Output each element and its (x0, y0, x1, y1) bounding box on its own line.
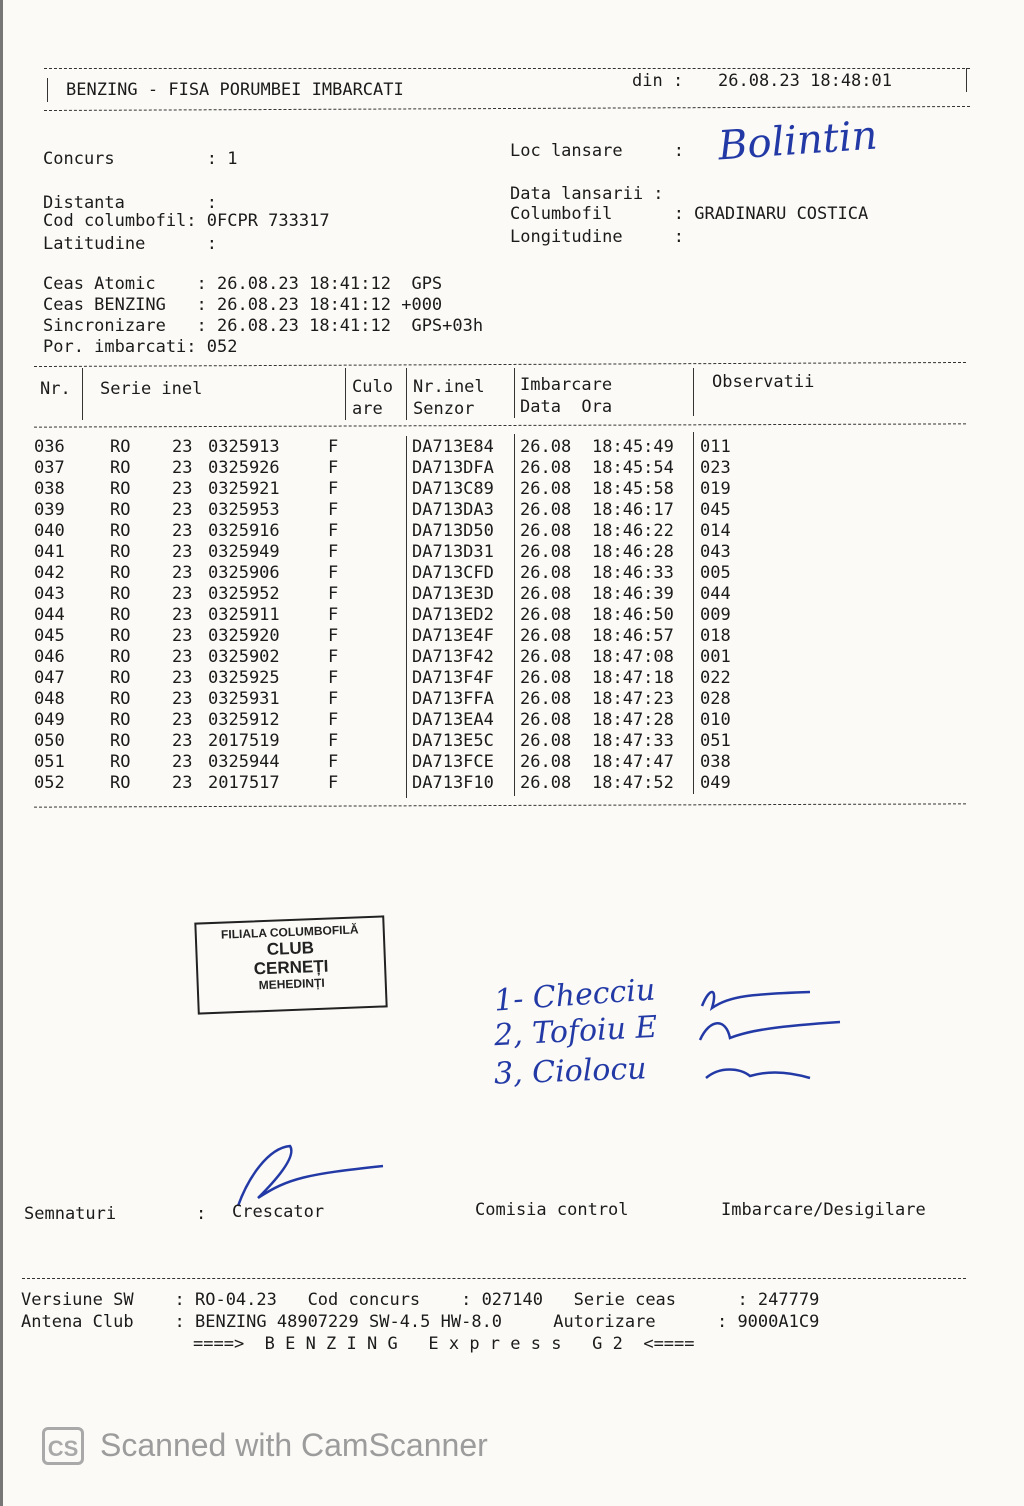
cell-country: RO (110, 710, 131, 730)
cell-date: 26.08 (520, 437, 572, 457)
cell-sex: F (328, 458, 339, 478)
cell-year: 23 (172, 584, 193, 604)
table-row (34, 689, 969, 710)
cell-nr: 051 (34, 752, 65, 772)
cell-time: 18:45:49 (592, 437, 674, 457)
hdr-divider-1 (82, 368, 83, 420)
cell-date: 26.08 (520, 563, 572, 583)
cell-year: 23 (172, 500, 193, 520)
col-header-imbarcare-2: Data Ora (520, 397, 613, 417)
cell-observatii: 028 (700, 689, 731, 709)
cell-date: 26.08 (520, 584, 572, 604)
cell-nr: 038 (34, 479, 65, 499)
cell-year: 23 (172, 626, 193, 646)
col-header-culoare-1: Culo (352, 377, 393, 397)
cell-year: 23 (172, 563, 193, 583)
header-right-bar (966, 68, 967, 92)
cell-sensor: DA713E84 (412, 437, 494, 457)
cell-year: 23 (172, 458, 193, 478)
antena-club-line: Antena Club : BENZING 48907229 SW-4.5 HW-8.0 Autorizare : 9000A1C9 (21, 1312, 820, 1332)
hdr-divider-5 (693, 368, 694, 416)
cell-year: 23 (172, 479, 193, 499)
cell-nr: 050 (34, 731, 65, 751)
cell-time: 18:45:58 (592, 479, 674, 499)
cell-sex: F (328, 731, 339, 751)
cell-year: 23 (172, 668, 193, 688)
cell-ring-number: 2017519 (208, 731, 280, 751)
cod-columbofil-field: Cod columbofil: 0FCPR 733317 (43, 211, 330, 231)
pigeon-table (34, 437, 969, 794)
stamp-line-2: CLUB (266, 938, 315, 959)
header-top-border (44, 68, 970, 69)
table-bottom-border (34, 803, 966, 807)
cell-sensor: DA713FFA (412, 689, 494, 709)
cell-sex: F (328, 605, 339, 625)
cell-date: 26.08 (520, 773, 572, 793)
stamp-line-1: FILIALA COLUMBOFILĂ (220, 922, 359, 942)
col-header-nrinel-2: Senzor (413, 399, 475, 419)
cell-nr: 036 (34, 437, 65, 457)
cell-country: RO (110, 773, 131, 793)
cell-time: 18:46:33 (592, 563, 674, 583)
cell-sensor: DA713CFD (412, 563, 494, 583)
cell-sex: F (328, 752, 339, 772)
cell-country: RO (110, 458, 131, 478)
cell-year: 23 (172, 731, 193, 751)
latitudine-field: Latitudine : (43, 234, 217, 254)
cell-year: 23 (172, 689, 193, 709)
cell-sensor: DA713F10 (412, 773, 494, 793)
cell-time: 18:46:50 (592, 605, 674, 625)
cell-nr: 037 (34, 458, 65, 478)
cell-date: 26.08 (520, 689, 572, 709)
cell-time: 18:46:22 (592, 521, 674, 541)
cell-time: 18:47:33 (592, 731, 674, 751)
cell-year: 23 (172, 521, 193, 541)
club-stamp (194, 915, 387, 1014)
cell-observatii: 019 (700, 479, 731, 499)
cell-time: 18:45:54 (592, 458, 674, 478)
cell-time: 18:46:17 (592, 500, 674, 520)
stamp-line-3: CERNEȚI (253, 956, 329, 979)
table-row (34, 773, 969, 794)
cell-sensor: DA713EA4 (412, 710, 494, 730)
cell-sensor: DA713E4F (412, 626, 494, 646)
cell-date: 26.08 (520, 626, 572, 646)
cell-country: RO (110, 647, 131, 667)
cell-ring-number: 0325949 (208, 542, 280, 562)
cell-ring-number: 0325944 (208, 752, 280, 772)
cell-nr: 046 (34, 647, 65, 667)
camscanner-logo-icon: CS (42, 1427, 84, 1465)
cell-sex: F (328, 500, 339, 520)
cell-sex: F (328, 710, 339, 730)
cell-sex: F (328, 584, 339, 604)
date-label: din : (632, 71, 684, 91)
loc-lansare-field: Loc lansare : (510, 141, 684, 161)
cell-nr: 047 (34, 668, 65, 688)
cell-ring-number: 0325920 (208, 626, 280, 646)
hdr-divider-3 (406, 368, 407, 420)
cell-observatii: 001 (700, 647, 731, 667)
cell-country: RO (110, 626, 131, 646)
cell-ring-number: 0325911 (208, 605, 280, 625)
cell-sex: F (328, 437, 339, 457)
cell-date: 26.08 (520, 521, 572, 541)
cell-observatii: 051 (700, 731, 731, 751)
cell-year: 23 (172, 752, 193, 772)
cell-nr: 039 (34, 500, 65, 520)
hdr-divider-4 (514, 368, 515, 418)
cell-country: RO (110, 500, 131, 520)
cell-time: 18:47:23 (592, 689, 674, 709)
cell-sensor: DA713C89 (412, 479, 494, 499)
cell-sex: F (328, 689, 339, 709)
cell-time: 18:47:47 (592, 752, 674, 772)
cell-date: 26.08 (520, 479, 572, 499)
cell-country: RO (110, 479, 131, 499)
camscanner-text: Scanned with CamScanner (100, 1427, 488, 1463)
cell-time: 18:47:18 (592, 668, 674, 688)
cell-observatii: 043 (700, 542, 731, 562)
cell-sex: F (328, 521, 339, 541)
handwritten-signatures-svg (690, 978, 850, 1093)
col-header-culoare-2: are (352, 399, 383, 419)
cell-sex: F (328, 773, 339, 793)
table-row (34, 647, 969, 668)
cell-observatii: 049 (700, 773, 731, 793)
comisia-label: Comisia control (475, 1200, 629, 1220)
cell-year: 23 (172, 773, 193, 793)
cell-nr: 043 (34, 584, 65, 604)
handwritten-line-2: 2, Tofoiu E (493, 1009, 659, 1054)
ceas-atomic-field: Ceas Atomic : 26.08.23 18:41:12 GPS (43, 274, 443, 294)
cell-date: 26.08 (520, 731, 572, 751)
cell-sex: F (328, 563, 339, 583)
loc-lansare-handwritten: Bolintin (716, 112, 879, 170)
cell-ring-number: 0325916 (208, 521, 280, 541)
cell-country: RO (110, 563, 131, 583)
por-imbarcati-field: Por. imbarcati: 052 (43, 337, 238, 357)
distanta-field: Distanta : (43, 193, 217, 213)
cell-observatii: 038 (700, 752, 731, 772)
cell-date: 26.08 (520, 542, 572, 562)
table-row (34, 500, 969, 521)
cell-ring-number: 0325926 (208, 458, 280, 478)
col-header-nr: Nr. (40, 379, 71, 399)
cell-year: 23 (172, 605, 193, 625)
cell-year: 23 (172, 710, 193, 730)
hdr-divider-2 (345, 368, 346, 420)
cell-sex: F (328, 479, 339, 499)
table-row (34, 605, 969, 626)
table-header-bottom-border (34, 423, 966, 427)
table-row (34, 668, 969, 689)
table-row (34, 626, 969, 647)
cell-observatii: 045 (700, 500, 731, 520)
ceas-benzing-field: Ceas BENZING : 26.08.23 18:41:12 +000 (43, 295, 443, 315)
paper-edge (0, 0, 3, 1506)
footer-border (22, 1278, 966, 1279)
cell-country: RO (110, 752, 131, 772)
col-header-observatii: Observatii (712, 372, 815, 392)
table-row (34, 752, 969, 773)
cell-country: RO (110, 731, 131, 751)
header-left-bar (47, 78, 48, 102)
cell-country: RO (110, 605, 131, 625)
table-row (34, 458, 969, 479)
cell-sensor: DA713ED2 (412, 605, 494, 625)
table-row (34, 521, 969, 542)
cell-date: 26.08 (520, 752, 572, 772)
cell-date: 26.08 (520, 500, 572, 520)
cell-sensor: DA713E5C (412, 731, 494, 751)
cell-time: 18:47:28 (592, 710, 674, 730)
cell-date: 26.08 (520, 458, 572, 478)
cell-observatii: 044 (700, 584, 731, 604)
cell-observatii: 010 (700, 710, 731, 730)
cell-sex: F (328, 668, 339, 688)
cell-ring-number: 0325913 (208, 437, 280, 457)
cell-date: 26.08 (520, 668, 572, 688)
header-bottom-border (44, 106, 970, 111)
cell-nr: 048 (34, 689, 65, 709)
cell-time: 18:47:52 (592, 773, 674, 793)
cell-time: 18:47:08 (592, 647, 674, 667)
cell-nr: 052 (34, 773, 65, 793)
cell-observatii: 009 (700, 605, 731, 625)
cell-observatii: 005 (700, 563, 731, 583)
cell-nr: 042 (34, 563, 65, 583)
cell-ring-number: 0325902 (208, 647, 280, 667)
table-row (34, 479, 969, 500)
cell-date: 26.08 (520, 605, 572, 625)
cell-sensor: DA713F4F (412, 668, 494, 688)
cell-time: 18:46:39 (592, 584, 674, 604)
table-row (34, 437, 969, 458)
table-row (34, 584, 969, 605)
cell-country: RO (110, 437, 131, 457)
cell-sensor: DA713FCE (412, 752, 494, 772)
cell-observatii: 014 (700, 521, 731, 541)
signatures-colon: : (196, 1204, 207, 1224)
benzing-brand-line: ====> B E N Z I N G E x p r e s s G 2 <==== (193, 1334, 695, 1354)
data-lansarii-field: Data lansarii : (510, 184, 664, 204)
cell-ring-number: 0325912 (208, 710, 280, 730)
cell-observatii: 023 (700, 458, 731, 478)
cell-sex: F (328, 647, 339, 667)
cell-ring-number: 0325953 (208, 500, 280, 520)
cell-observatii: 018 (700, 626, 731, 646)
cell-ring-number: 0325931 (208, 689, 280, 709)
col-header-nrinel-1: Nr.inel (413, 377, 485, 397)
cell-year: 23 (172, 647, 193, 667)
cell-sensor: DA713E3D (412, 584, 494, 604)
cell-nr: 049 (34, 710, 65, 730)
cell-sensor: DA713F42 (412, 647, 494, 667)
cell-time: 18:46:57 (592, 626, 674, 646)
cell-nr: 044 (34, 605, 65, 625)
cell-ring-number: 0325921 (208, 479, 280, 499)
table-row (34, 710, 969, 731)
handwritten-line-1: 1- Checciu (492, 972, 657, 1019)
cell-nr: 045 (34, 626, 65, 646)
cell-nr: 040 (34, 521, 65, 541)
cell-ring-number: 2017517 (208, 773, 280, 793)
cell-sensor: DA713D31 (412, 542, 494, 562)
handwritten-line-3: 3, Ciolocu (493, 1051, 648, 1092)
table-header-top-border (34, 362, 966, 367)
col-header-imbarcare-1: Imbarcare (520, 375, 613, 395)
cell-ring-number: 0325925 (208, 668, 280, 688)
cell-ring-number: 0325906 (208, 563, 280, 583)
cell-country: RO (110, 668, 131, 688)
crescator-label: Crescator (232, 1202, 325, 1222)
table-row (34, 731, 969, 752)
cell-time: 18:46:28 (592, 542, 674, 562)
signatures-label: Semnaturi (24, 1204, 117, 1224)
cell-nr: 041 (34, 542, 65, 562)
columbofil-field: Columbofil : GRADINARU COSTICA (510, 204, 869, 224)
cell-year: 23 (172, 437, 193, 457)
cell-country: RO (110, 521, 131, 541)
imbarcare-desigilare-label: Imbarcare/Desigilare (721, 1200, 926, 1220)
cell-date: 26.08 (520, 647, 572, 667)
concurs-field: Concurs : 1 (43, 149, 238, 169)
cell-country: RO (110, 689, 131, 709)
cell-ring-number: 0325952 (208, 584, 280, 604)
cell-sensor: DA713DFA (412, 458, 494, 478)
cell-date: 26.08 (520, 710, 572, 730)
sincronizare-field: Sincronizare : 26.08.23 18:41:12 GPS+03h (43, 316, 484, 336)
col-header-serie: Serie inel (100, 379, 203, 399)
cell-sensor: DA713D50 (412, 521, 494, 541)
stamp-line-4: MEHEDINȚI (258, 975, 325, 993)
cell-observatii: 022 (700, 668, 731, 688)
cell-country: RO (110, 542, 131, 562)
date-value: 26.08.23 18:48:01 (718, 71, 892, 91)
cell-observatii: 011 (700, 437, 731, 457)
cell-country: RO (110, 584, 131, 604)
document-title: BENZING - FISA PORUMBEI IMBARCATI (66, 80, 404, 100)
versiune-sw-line: Versiune SW : RO-04.23 Cod concurs : 027140 Serie ceas : 247779 (21, 1290, 820, 1310)
table-row (34, 563, 969, 584)
table-row (34, 542, 969, 563)
cell-sensor: DA713DA3 (412, 500, 494, 520)
cell-year: 23 (172, 542, 193, 562)
cell-sex: F (328, 626, 339, 646)
cell-sex: F (328, 542, 339, 562)
longitudine-field: Longitudine : (510, 227, 684, 247)
